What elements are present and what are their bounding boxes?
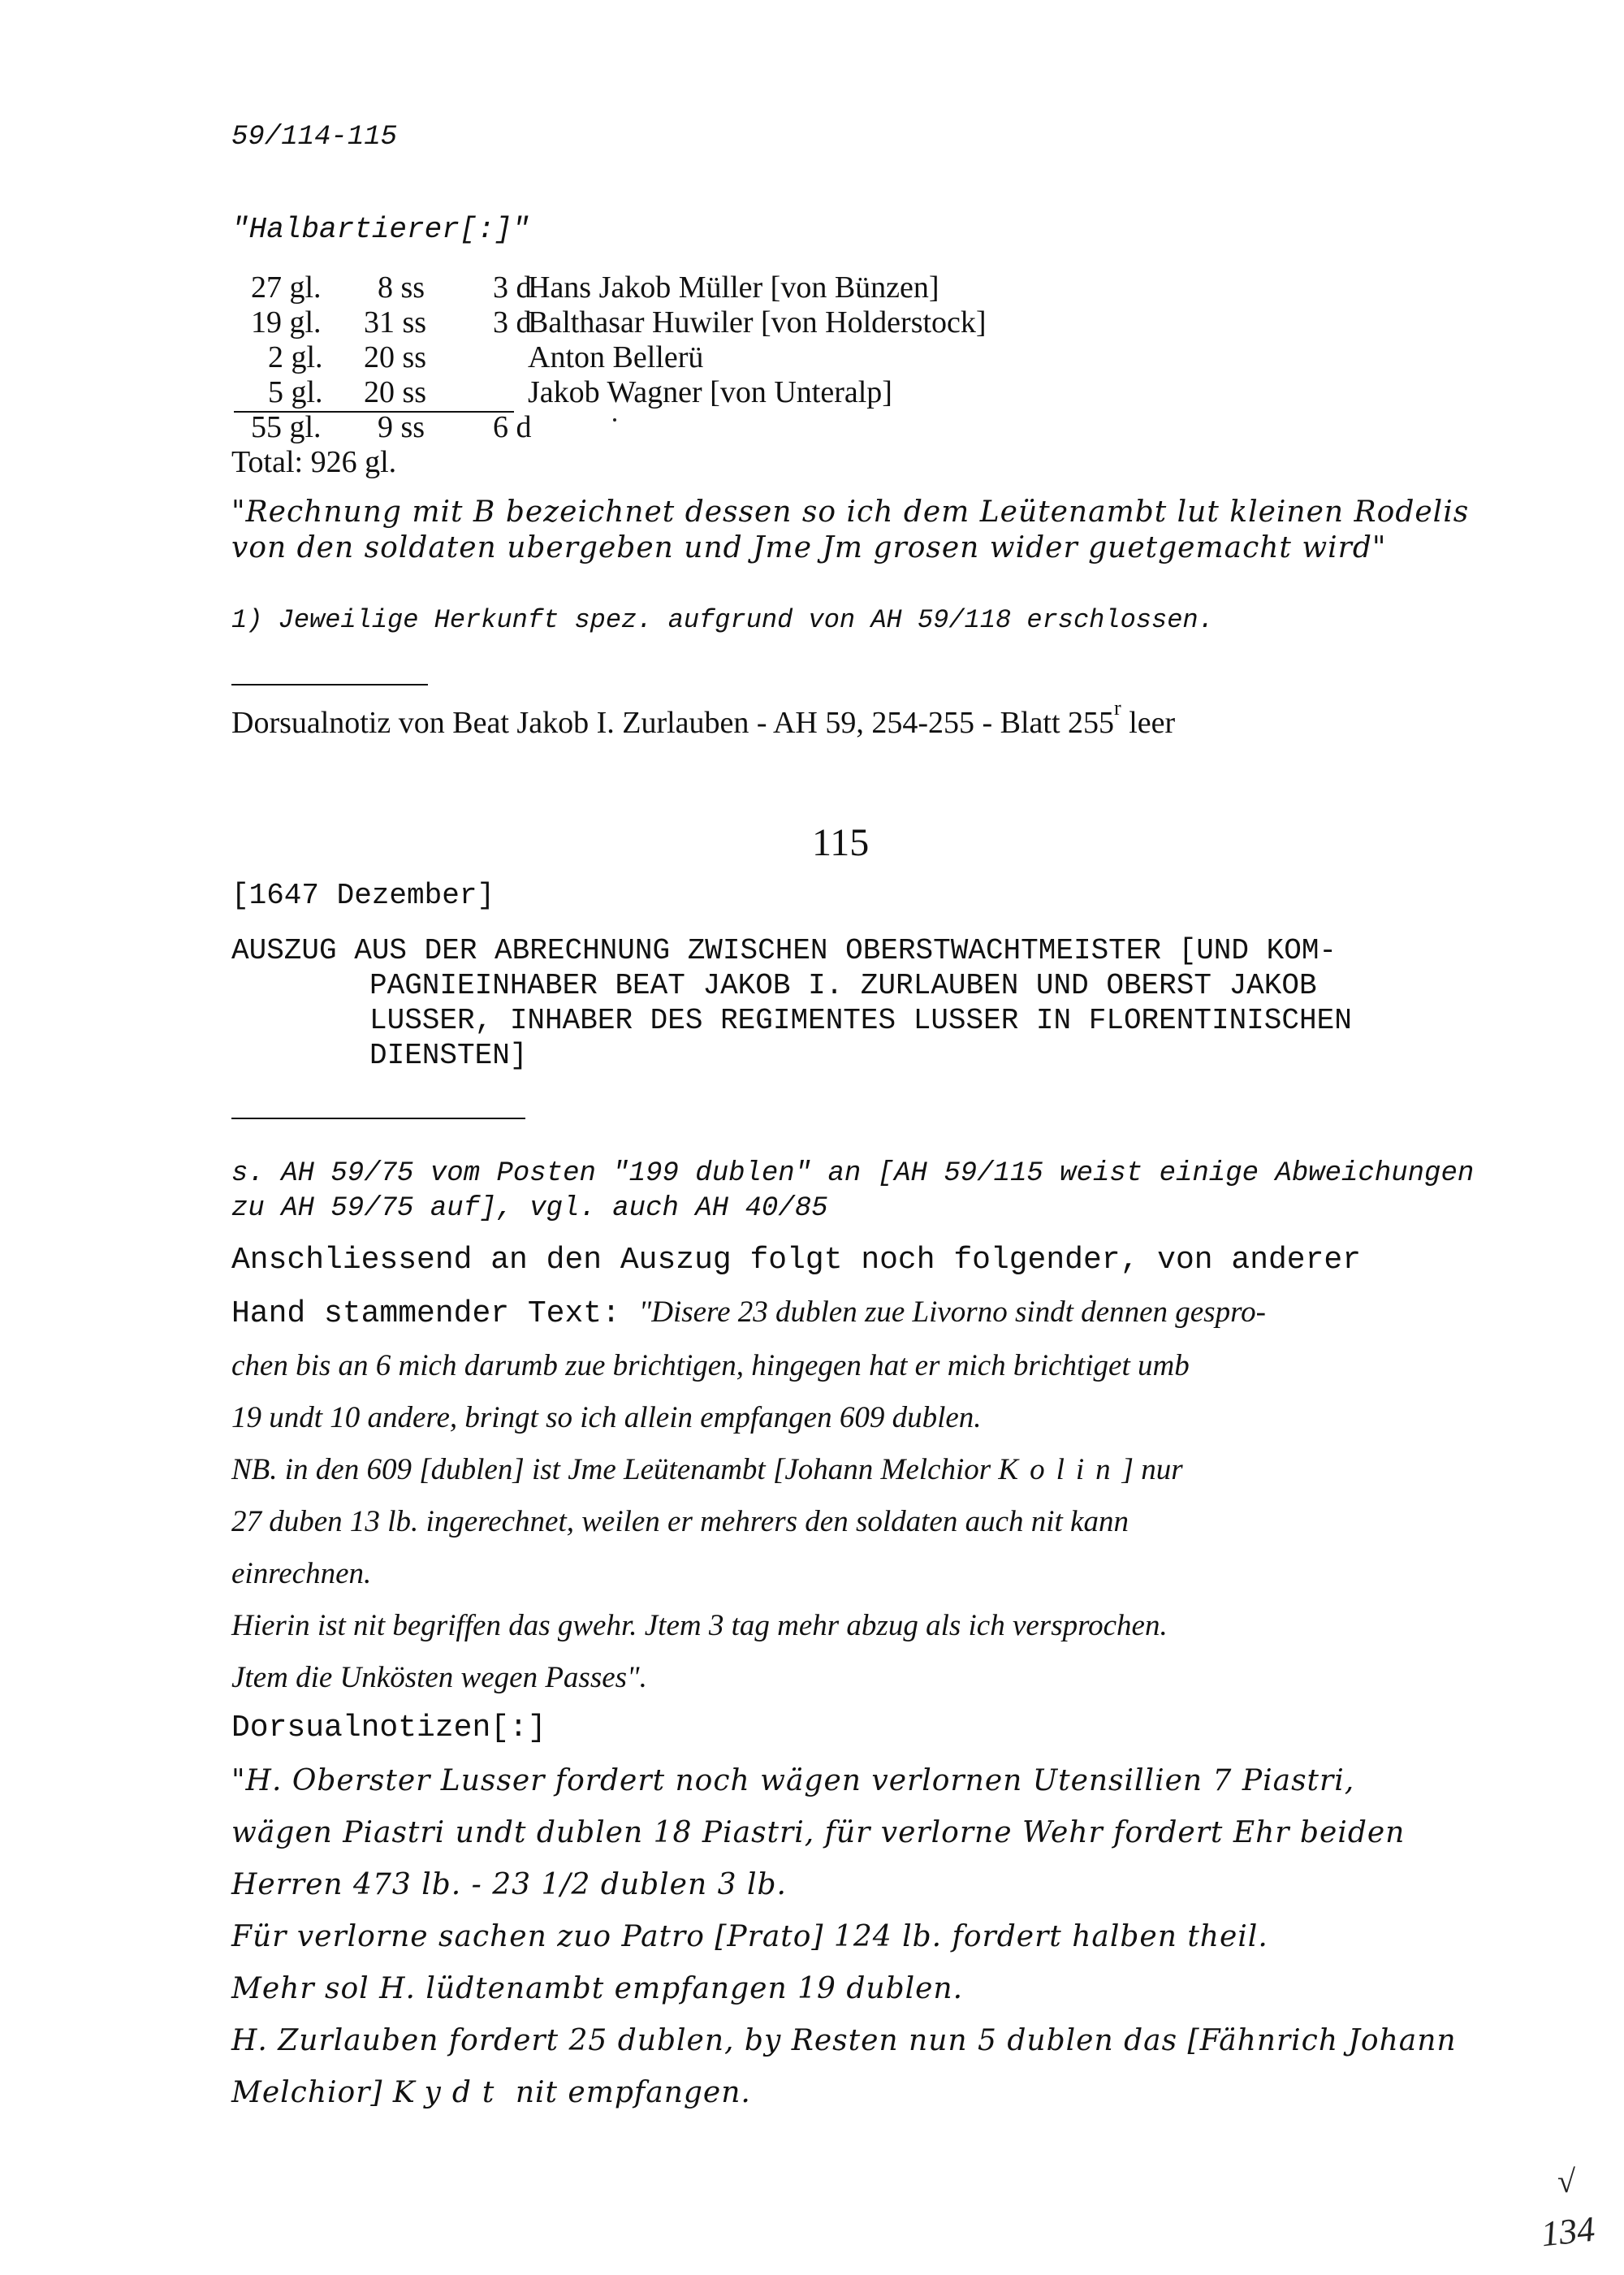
entry-date: [1647 Dezember] xyxy=(231,879,495,912)
nb-line xyxy=(231,1452,1183,1487)
text-line xyxy=(231,1295,1266,1331)
nb-line: 27 duben 13 lb. ingerechnet, weilen er mehrers den soldaten auch nit kann xyxy=(231,1505,1129,1538)
handwritten-page-number: 134 xyxy=(1539,2208,1597,2255)
entry-title-line: DIENSTEN] xyxy=(369,1039,528,1072)
entry-title-line: PAGNIEINHABER BEAT JAKOB I. ZURLAUBEN UND OBERST JAKOB xyxy=(369,969,1317,1002)
nb-line: einrechnen. xyxy=(231,1557,372,1590)
quote-line: von den soldaten ubergeben und Jme Jm grosen wider guetgemacht wird" xyxy=(231,531,1387,564)
entry-number: 115 xyxy=(812,821,870,864)
source-note-line: s. AH 59/75 vom Posten "199 dublen" an [AH 59/115 weist einige Abweichungen xyxy=(231,1158,1475,1189)
italic-line: chen bis an 6 mich darumb zue brichtigen, hingegen hat er mich brichtiget umb xyxy=(231,1349,1190,1382)
dorsal-note-text: Dorsualnotiz von Beat Jakob I. Zurlauben - AH 59, 254-255 - Blatt 255 xyxy=(231,706,1115,740)
text-plain: Hand stammender Text: xyxy=(231,1296,639,1331)
amount-cell: 19 gl. xyxy=(251,305,322,340)
spaced-name: Kolin xyxy=(998,1453,1122,1486)
handwritten-line: Für verlorne sachen zuo Patro [Prato] 124 lb. fordert halben theil. xyxy=(231,1920,1268,1953)
divider xyxy=(231,1118,525,1119)
sum-ss: 9 ss xyxy=(378,410,425,444)
ss-cell: 20 ss xyxy=(364,340,427,374)
text-intro: Anschliessend an den Auszug folgt noch folgender, von anderer xyxy=(231,1243,1362,1278)
handwritten-line: "H. Oberster Lusser fordert noch wägen verlornen Utensillien 7 Piastri, xyxy=(231,1764,1355,1797)
handwritten-line xyxy=(231,2076,751,2109)
total-line: Total: 926 gl. xyxy=(231,445,397,479)
handwritten-line: Mehr sol H. lüdtenambt empfangen 19 dublen. xyxy=(231,1972,964,2005)
source-note-line: zu AH 59/75 auf], vgl. auch AH 40/85 xyxy=(231,1193,828,1224)
d-cell: 3 d xyxy=(493,305,532,340)
hand-text-end: nit empfangen. xyxy=(505,2076,751,2109)
quote-line: "Rechnung mit B bezeichnet dessen so ich dem Leütenambt lut kleinen Rodelis xyxy=(231,495,1470,529)
handwritten-line: H. Zurlauben fordert 25 dublen, by Resten nun 5 dublen das [Fähnrich Johann xyxy=(231,2024,1457,2057)
name-cell: Hans Jakob Müller [von Bünzen] xyxy=(528,270,939,305)
hierin-line: Hierin ist nit begriffen das gwehr. Jtem 3 tag mehr abzug als ich versprochen. xyxy=(231,1609,1168,1642)
dorsal-note-superscript: r xyxy=(1114,696,1121,720)
hierin-line: Jtem die Unkösten wegen Passes". xyxy=(231,1661,647,1694)
italic-line: 19 undt 10 andere, bringt so ich allein empfangen 609 dublen. xyxy=(231,1401,982,1434)
dorsal-heading: Dorsualnotizen[:] xyxy=(231,1711,546,1745)
ss-cell: 20 ss xyxy=(364,375,427,409)
handwritten-line: wägen Piastri undt dublen 18 Piastri, für verlorne Wehr fordert Ehr beiden xyxy=(231,1816,1406,1849)
dorsal-note xyxy=(231,696,1176,741)
name-cell: Anton Bellerü xyxy=(528,340,704,374)
nb-text-end: ] nur xyxy=(1121,1453,1183,1486)
ss-cell: 8 ss xyxy=(378,270,425,305)
text-italic: "Disere 23 dublen zue Livorno sindt dennen gespro- xyxy=(638,1295,1266,1329)
hand-text: Melchior] xyxy=(231,2076,393,2109)
entry-title-line: LUSSER, INHABER DES REGIMENTES LUSSER IN FLORENTINISCHEN xyxy=(369,1004,1352,1037)
name-cell: Balthasar Huwiler [von Holderstock] xyxy=(528,305,987,340)
handwritten-line: Herren 473 lb. - 23 1/2 dublen 3 lb. xyxy=(231,1868,787,1901)
ink-dot xyxy=(613,418,616,422)
amount-cell: 2 gl. xyxy=(268,340,323,374)
sum-amount: 55 gl. xyxy=(251,410,322,444)
nb-text: NB. in den 609 [dublen] ist Jme Leütenambt [Johann Melchior xyxy=(231,1453,999,1486)
amount-cell: 27 gl. xyxy=(251,270,322,305)
divider xyxy=(231,684,428,686)
check-mark-icon: √ xyxy=(1557,2163,1575,2199)
d-cell: 3 d xyxy=(493,270,532,305)
amount-cell: 5 gl. xyxy=(268,375,323,409)
ss-cell: 31 ss xyxy=(364,305,427,340)
spaced-name: Kydt xyxy=(392,2076,506,2109)
section-heading: "Halbartierer[:]" xyxy=(231,213,530,246)
name-cell: Jakob Wagner [von Unteralp] xyxy=(528,375,892,409)
sum-d: 6 d xyxy=(493,410,532,444)
dorsal-note-tail: leer xyxy=(1121,706,1176,740)
footnote: 1) Jeweilige Herkunft spez. aufgrund von AH 59/118 erschlossen. xyxy=(231,605,1214,635)
entry-title-line: AUSZUG AUS DER ABRECHNUNG ZWISCHEN OBERSTWACHTMEISTER [UND KOM- xyxy=(231,934,1337,967)
page-reference: 59/114-115 xyxy=(231,122,398,153)
